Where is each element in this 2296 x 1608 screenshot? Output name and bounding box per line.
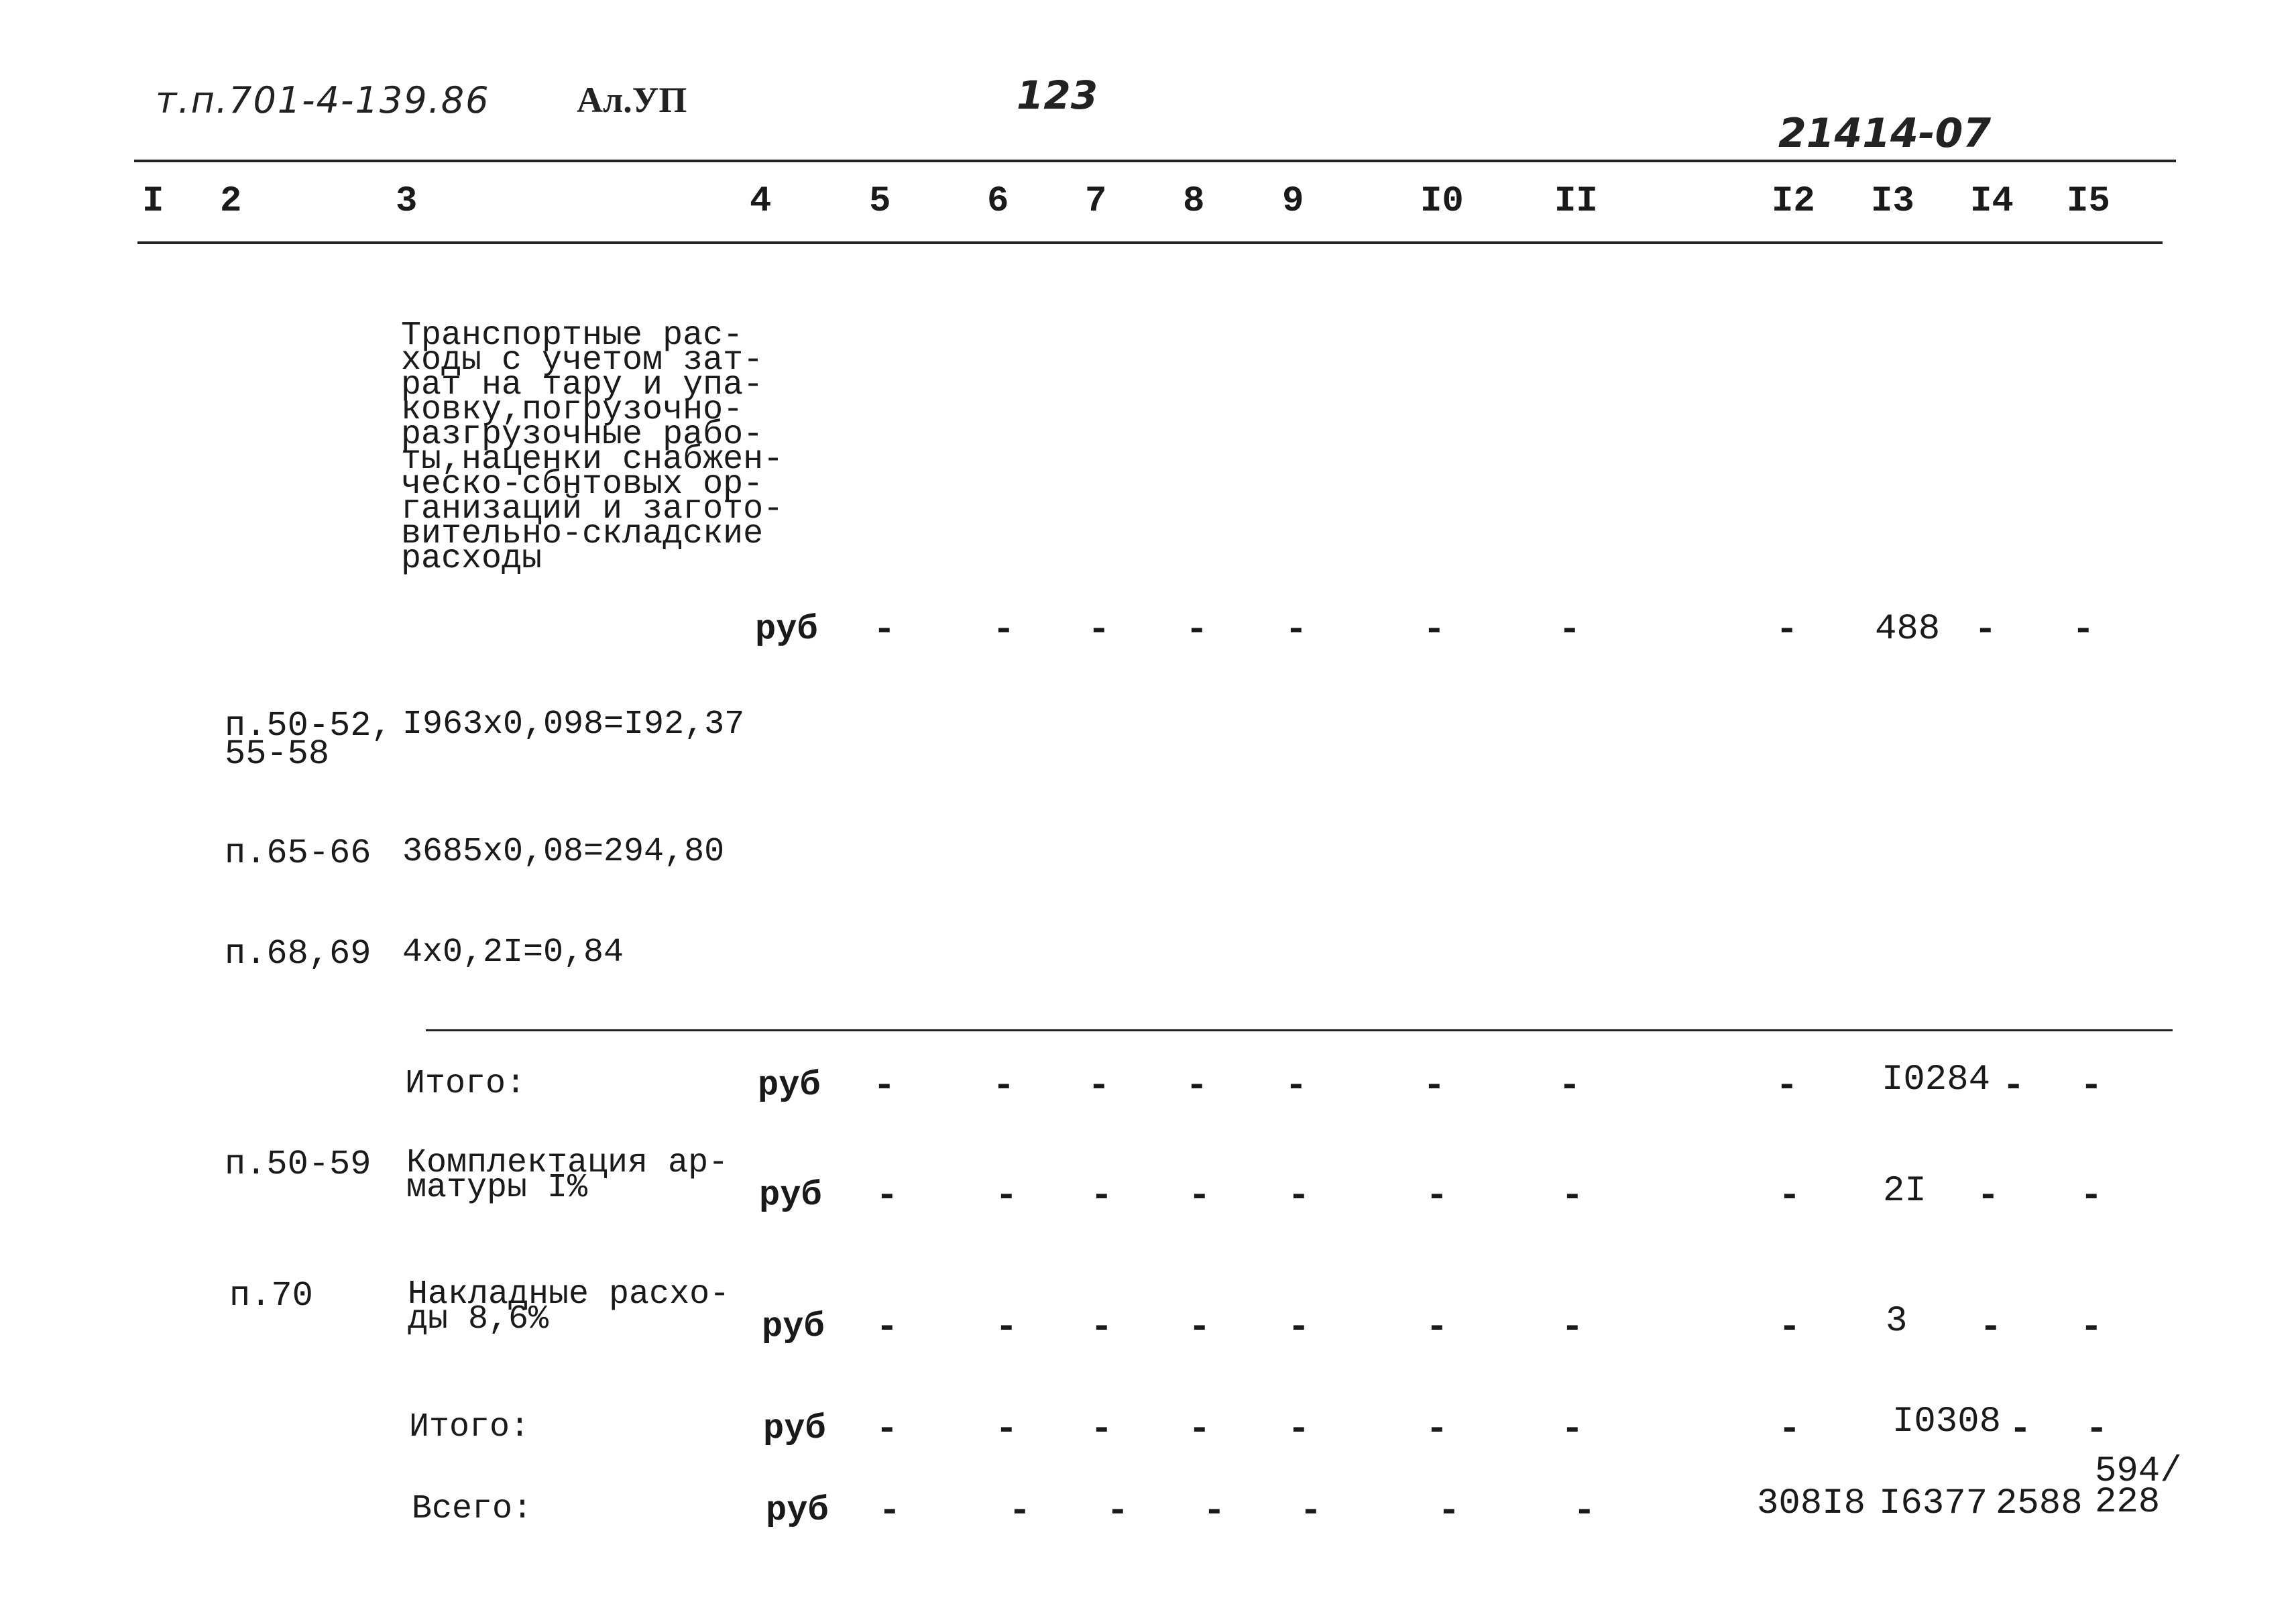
row-4-c8: -	[1186, 1064, 1208, 1107]
row-0-c13: 488	[1875, 609, 1941, 650]
row-0-c7: -	[1088, 608, 1110, 651]
row-7-c15: -	[2085, 1408, 2108, 1450]
row-5-c15: -	[2080, 1174, 2103, 1217]
column-header-14: I4	[1970, 181, 2014, 222]
row-5-c8: -	[1188, 1174, 1211, 1217]
row-6-c14: -	[1979, 1306, 2002, 1348]
row-3-ref: п.68,69	[225, 934, 371, 974]
row-7-unit: руб	[763, 1409, 826, 1448]
row-4-c13: I0284	[1882, 1059, 1991, 1100]
row-0-c6: -	[992, 608, 1015, 651]
row-5-c14: -	[1977, 1174, 2000, 1217]
row-6-c8: -	[1188, 1306, 1211, 1348]
row-5-ref: п.50-59	[225, 1145, 371, 1184]
header-rule	[137, 241, 2163, 244]
row-7-c10: -	[1426, 1408, 1448, 1450]
row-4-c11: -	[1558, 1064, 1581, 1107]
album-label: Ал.УП	[577, 80, 687, 120]
column-header-13: I3	[1871, 181, 1914, 222]
row-6-description: Накладные расхо- ды 8,6%	[408, 1275, 730, 1338]
row-6-unit: руб	[762, 1307, 825, 1346]
row-7-description: Итого:	[409, 1408, 530, 1446]
column-header-1: I	[142, 181, 164, 222]
row-5-description: Комплектация ар- матуры I%	[406, 1144, 729, 1207]
row-0-c9: -	[1285, 608, 1308, 651]
row-0-c11: -	[1558, 608, 1581, 651]
row-4-c7: -	[1088, 1064, 1110, 1107]
row-7-c11: -	[1561, 1408, 1584, 1450]
row-5-c6: -	[995, 1174, 1018, 1217]
row-6-c7: -	[1090, 1306, 1113, 1348]
row-0-c12: -	[1776, 608, 1798, 651]
subtotal-rule	[426, 1029, 2173, 1031]
row-6-c10: -	[1426, 1306, 1448, 1348]
row-8-c8: -	[1203, 1489, 1226, 1532]
row-0-c14: -	[1974, 608, 1997, 651]
row-5-c5: -	[876, 1174, 899, 1217]
row-8-c11: -	[1573, 1489, 1596, 1532]
row-4-c10: -	[1423, 1064, 1446, 1107]
row-1-description: I963x0,098=I92,37	[402, 705, 745, 744]
row-6-ref: п.70	[229, 1276, 313, 1316]
row-8-c14: 2588	[1996, 1483, 2083, 1524]
row-7-c7: -	[1090, 1408, 1113, 1450]
row-8-c9: -	[1300, 1489, 1322, 1532]
row-3-description: 4x0,2I=0,84	[402, 933, 624, 972]
row-5-unit: руб	[759, 1175, 822, 1215]
row-8-unit: руб	[766, 1491, 829, 1530]
column-header-12: I2	[1772, 181, 1815, 222]
column-header-6: 6	[987, 181, 1009, 222]
row-5-c7: -	[1090, 1174, 1113, 1217]
row-4-c12: -	[1776, 1064, 1798, 1107]
row-2-ref: п.65-66	[225, 834, 371, 873]
row-0-c15: -	[2072, 608, 2095, 651]
column-header-5: 5	[869, 181, 891, 222]
row-8-c12: 308I8	[1757, 1483, 1866, 1524]
row-4-c5: -	[873, 1064, 896, 1107]
row-4-c15: -	[2080, 1064, 2103, 1107]
row-4-c6: -	[992, 1064, 1015, 1107]
stamp-code: т.п.701-4-139.86	[156, 79, 490, 121]
column-header-7: 7	[1085, 181, 1107, 222]
row-0-c5: -	[873, 608, 896, 651]
page-number: 123	[1017, 72, 1098, 118]
row-6-c13: 3	[1886, 1301, 1908, 1342]
row-8-c7: -	[1106, 1489, 1129, 1532]
column-header-8: 8	[1183, 181, 1205, 222]
column-header-4: 4	[750, 181, 772, 222]
column-header-9: 9	[1282, 181, 1304, 222]
row-4-c14: -	[2002, 1064, 2025, 1107]
row-6-c6: -	[995, 1306, 1018, 1348]
row-7-c6: -	[995, 1408, 1018, 1450]
row-7-c8: -	[1188, 1408, 1211, 1450]
row-6-c11: -	[1561, 1306, 1584, 1348]
row-4-description: Итого:	[405, 1065, 526, 1103]
row-8-c5: -	[878, 1489, 901, 1532]
row-6-c12: -	[1778, 1306, 1801, 1348]
column-header-11: II	[1554, 181, 1598, 222]
column-header-3: 3	[396, 181, 418, 222]
inventory-number: 21414-07	[1778, 110, 1992, 157]
row-6-c15: -	[2080, 1306, 2103, 1348]
row-0-c8: -	[1186, 608, 1208, 651]
row-8-c13: I6377	[1879, 1483, 1988, 1524]
row-6-c9: -	[1287, 1306, 1310, 1348]
row-8-c6: -	[1009, 1489, 1031, 1532]
row-5-c11: -	[1561, 1174, 1584, 1217]
row-8-description: Всего:	[412, 1490, 533, 1528]
row-7-c14: -	[2009, 1408, 2032, 1450]
row-0-c10: -	[1423, 608, 1446, 651]
row-7-c5: -	[876, 1408, 899, 1450]
row-6-c5: -	[876, 1306, 899, 1348]
row-5-c12: -	[1778, 1174, 1801, 1217]
row-5-c10: -	[1426, 1174, 1448, 1217]
row-0-unit: руб	[755, 610, 818, 649]
row-7-c12: -	[1778, 1408, 1801, 1450]
column-header-10: I0	[1420, 181, 1464, 222]
column-header-15: I5	[2067, 181, 2110, 222]
row-2-description: 3685x0,08=294,80	[402, 833, 725, 871]
row-5-c13: 2I	[1883, 1171, 1927, 1212]
row-7-c13: I0308	[1892, 1401, 2002, 1442]
column-header-2: 2	[220, 181, 242, 222]
top-rule	[134, 160, 2176, 162]
row-5-c9: -	[1287, 1174, 1310, 1217]
row-0-description: Транспортные рас- ходы с учетом зат- рат на тару и упа- ковку,погрузочно- разгрузочные рабо- ты,наценки снабжен- ческо-сбнтовых ор- ганизаций и загото- вительно-складские расходы	[401, 317, 784, 578]
row-4-c9: -	[1285, 1064, 1308, 1107]
row-7-c9: -	[1287, 1408, 1310, 1450]
row-8-c15: 594/ 228	[2095, 1451, 2182, 1523]
row-1-ref: п.50-52, 55-58	[225, 706, 392, 774]
row-8-c10: -	[1438, 1489, 1460, 1532]
row-4-unit: руб	[758, 1066, 821, 1105]
